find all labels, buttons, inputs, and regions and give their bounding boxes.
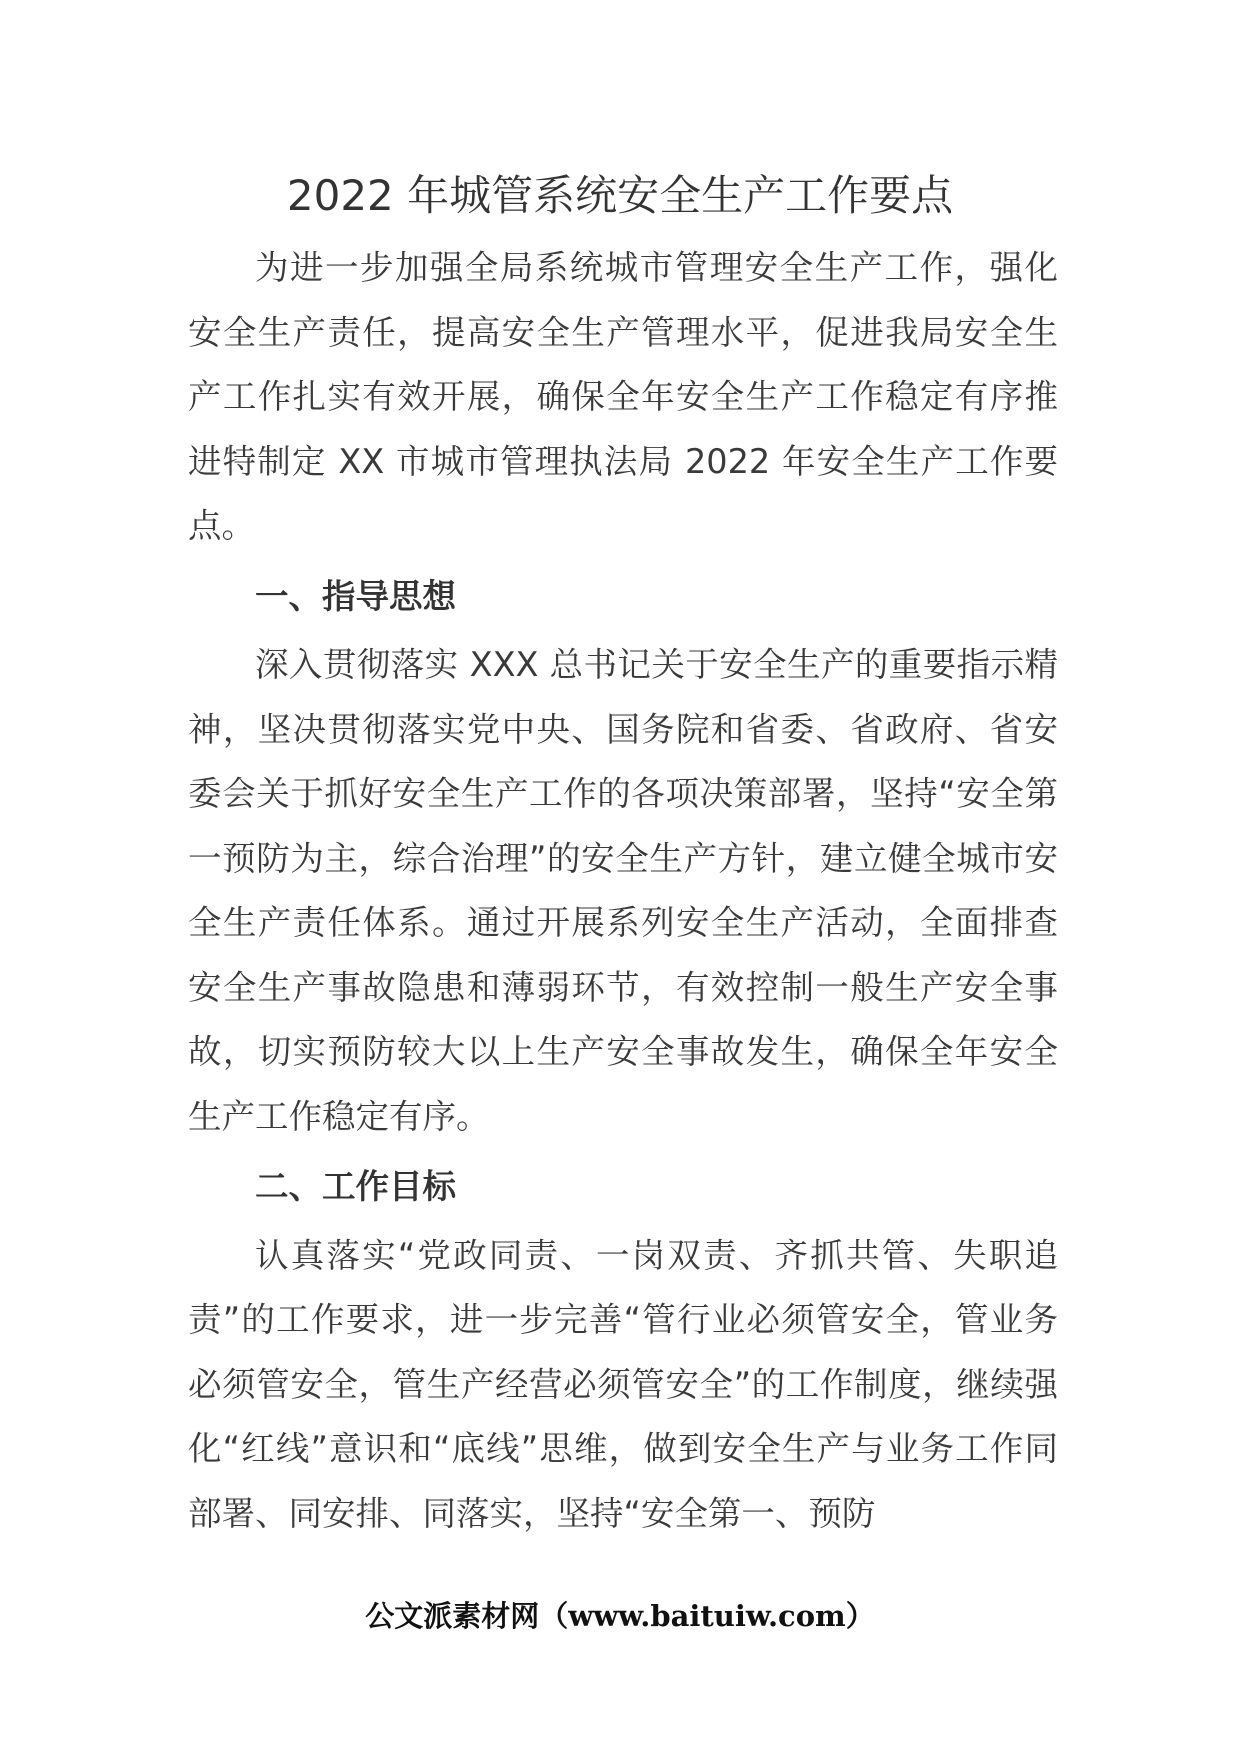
intro-paragraph: 为进一步加强全局系统城市管理安全生产工作，强化安全生产责任，提高安全生产管理水平，促进我局安全生产工作扎实有效开展，确保全年安全生产工作稳定有序推进特制定 XX 市城市管理执法局 2022 年安全生产工作要点。 (188, 248, 1058, 545)
section-heading-guiding-ideology: 一、指导思想 (255, 576, 456, 616)
section-heading-work-goals: 二、工作目标 (255, 1167, 456, 1206)
footer-watermark: 公文派素材网（www.baituiw.com） (365, 1599, 875, 1633)
section-body-work-goals: 认真落实“党政同责、一岗双责、齐抓共管、失职追责”的工作要求，进一步完善“管行业必须管安全，管业务必须管安全，管生产经营必须管安全”的工作制度，继续强化“红线”意识和“底线”思维，做到安全生产与业务工作同部署、同安排、同落实，坚持“安全第一、预防 (188, 1235, 1058, 1533)
document-title: 2022 年城管系统安全生产工作要点 (286, 171, 954, 220)
document-body (188, 236, 1058, 1546)
section-body-guiding-ideology: 深入贯彻落实 XXX 总书记关于安全生产的重要指示精神，坚决贯彻落实党中央、国务院和省委、省政府、省安委会关于抓好安全生产工作的各项决策部署，坚持“安全第一预防为主，综合治理”的安全生产方针，建立健全城市安全生产责任体系。通过开展系列安全生产活动，全面排查安全生产事故隐患和薄弱环节，有效控制一般生产安全事故，切实预防较大以上生产安全事故发生，确保全年安全生产工作稳定有序。 (188, 645, 1058, 1136)
